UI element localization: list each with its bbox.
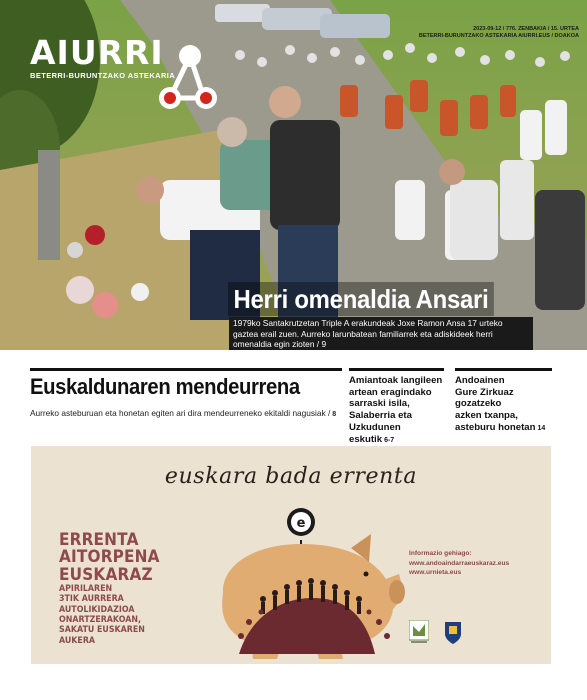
side-story-line-text: Uzkudunen eskutik [349, 421, 401, 445]
ad-body [59, 584, 145, 646]
cover-deck-text: 1979ko Santakrutzetan Triple A erakundeak Joxe Ramon Ansa 17 urteko gaztea erail zuen. Aurreko larunbatean familiarrek eta adiskideek herri omenaldia egin zioten / [233, 318, 503, 349]
main-story-page: 8 [332, 411, 337, 419]
side-story-line: Andoainen [455, 375, 505, 386]
main-story-subtitle [30, 408, 342, 418]
side-story-line: azken txanpa, [455, 410, 518, 422]
issue-info [419, 26, 579, 40]
coin-letter: e [296, 516, 306, 531]
ad-heading [59, 532, 160, 584]
masthead-tagline: BETERRI-BURUNTZAKO ASTEKARIA [30, 71, 176, 80]
cover-deck-page: 9 [321, 339, 327, 349]
side-story-line: artean eragindako [349, 386, 432, 398]
side-story-line: Gure Zirkuaz [455, 386, 514, 398]
main-story-title: Euskaldunaren mendeurrena [30, 374, 300, 399]
ad-heading-line: AITORPENA [59, 547, 160, 568]
main-story-subtitle-text: Aurreko asteburuan eta honetan egiten ari dira mendeurreneko ekitaldi nagusiak / [30, 408, 331, 419]
ad-body-line: APIRILAREN [59, 584, 113, 594]
side-story-line-text: asteburu honetan [455, 421, 536, 433]
issue-date-line: 2023-09-12 / 776. ZENBAKIA / 15. URTEA [473, 26, 579, 32]
side-story-circus[interactable] [455, 368, 552, 434]
masthead [30, 33, 176, 80]
side-story-rule [349, 368, 444, 371]
side-story-line: Salaberria eta [349, 410, 412, 422]
ad-heading-line: EUSKARAZ [59, 564, 153, 585]
side-story-title [455, 375, 552, 434]
side-story-line [349, 422, 444, 445]
side-story-asbestos[interactable] [349, 368, 444, 445]
side-story-page: 6-7 [384, 436, 395, 444]
advertisement-euskara[interactable] [31, 446, 551, 664]
ad-heading-line: ERRENTA [59, 530, 139, 550]
cover-deck [229, 317, 533, 350]
ad-url-urnieta[interactable]: www.urnieta.eus [409, 569, 462, 577]
logo-wordmark: AIURRI [30, 33, 164, 72]
ad-url-andoain[interactable]: www.andoaindarraeuskaraz.eus [409, 559, 510, 567]
side-story-line: Amiantoak langileen [349, 375, 443, 386]
ad-info [409, 549, 509, 578]
andoain-logo-icon [409, 620, 429, 644]
issue-site-line: BETERRI-BURUNTZAKO ASTEKARIA AIURRI.EUS / DOAKOA [418, 32, 579, 39]
side-story-title [349, 375, 444, 445]
side-story-page: 14 [537, 424, 546, 432]
urnieta-shield-icon [443, 620, 463, 646]
ad-body-line: AUTOLIKIDAZIOA [59, 604, 135, 615]
ad-body-line: 3TIK AURRERA [59, 594, 124, 605]
side-story-line: gozatzeko [455, 398, 502, 410]
side-story-line: sarraski isila, [349, 398, 410, 410]
cover-headline[interactable]: Herri omenaldia Ansari [228, 282, 494, 316]
piggy-bank-illustration [201, 504, 406, 659]
main-story[interactable] [30, 368, 342, 418]
main-story-rule [30, 368, 342, 371]
ad-slogan: euskara bada errenta [164, 464, 418, 489]
logo-network-icon [158, 42, 218, 114]
ad-body-line: ONARTZERAKOAN, [59, 614, 141, 625]
ad-body-line: SAKATU EUSKAREN [59, 625, 145, 636]
side-story-line [455, 422, 552, 434]
ad-info-label: Informazio gehiago: [409, 550, 472, 557]
stories-row [0, 350, 587, 445]
ad-sponsor-logos [409, 620, 463, 646]
ad-body-line: AUKERA [59, 635, 96, 646]
side-story-rule [455, 368, 552, 371]
